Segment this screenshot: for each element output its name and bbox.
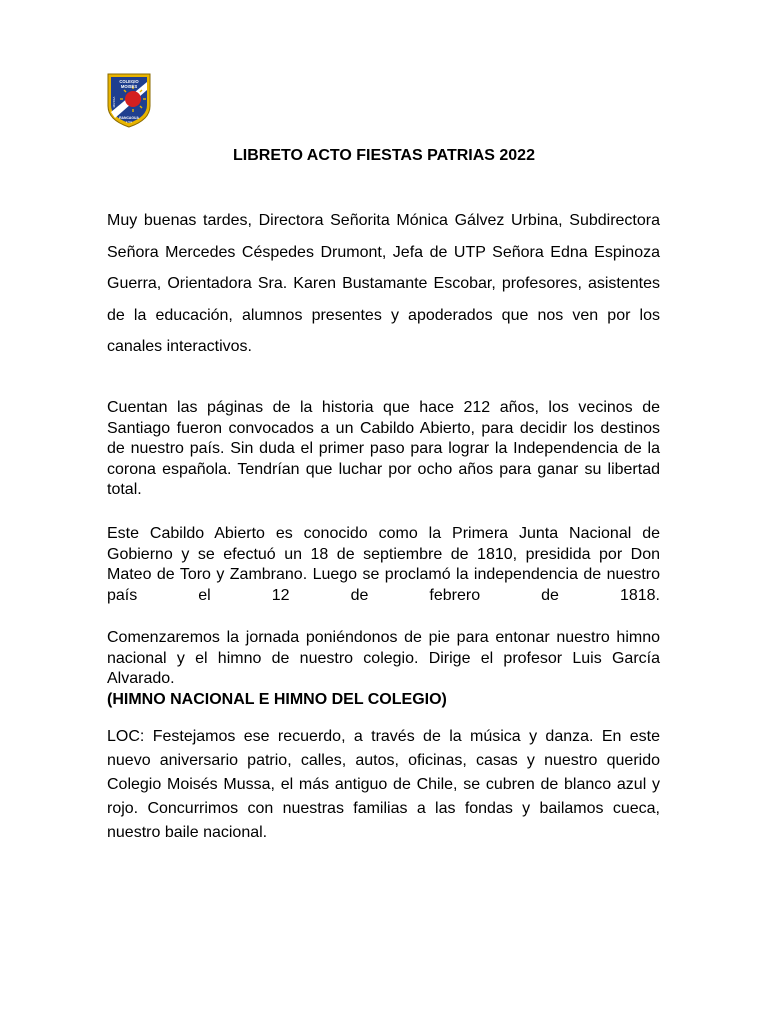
- logo-text-side: MUSSA: [112, 96, 116, 108]
- greeting-paragraph: Muy buenas tardes, Directora Señorita Mónica Gálvez Urbina, Subdirectora Señora Mercedes Céspedes Drumont, Jefa de UTP Señora Edna Espinoza Guerra, Orientadora Sra. Karen Bustamante Escobar, profesores, asistentes de la educación, alumnos presentes y apoderados que nos ven por los canales interactivos.: [107, 212, 660, 355]
- history-paragraph: Cuentan las páginas de la historia que hace 212 años, los vecinos de Santiago fueron convocados a un Cabildo Abierto, para decidir los destinos de nuestro país. Sin duda el primer paso para lograr la Independencia de la corona española. Tendrían que luchar por ocho años para ganar su libertad total.: [107, 399, 660, 498]
- document-title: LIBRETO ACTO FIESTAS PATRIAS 2022: [233, 147, 535, 164]
- anthem-intro-paragraph: Comenzaremos la jornada poniéndonos de pie para entonar nuestro himno nacional y el himno de nuestro colegio. Dirige el profesor Luis García Alvarado.: [107, 629, 660, 687]
- logo-text-mid: MOISÉS: [120, 84, 138, 89]
- logo-year: 1791: [125, 120, 133, 124]
- logo-text-top: COLEGIO: [119, 79, 139, 84]
- school-crest-logo: [106, 72, 152, 128]
- loc-paragraph: LOC: Festejamos ese recuerdo, a través de la música y danza. En este nuevo aniversario patrio, calles, autos, oficinas, casas y nuestro querido Colegio Moisés Mussa, el más antiguo de Chile, se cubren de blanco azul y rojo. Concurrimos con nuestras familias a las fondas y bailamos cueca, nuestro baile nacional.: [107, 728, 660, 841]
- logo-text-bottom: RANCAGUA: [119, 116, 139, 120]
- anthem-heading: (HIMNO NACIONAL E HIMNO DEL COLEGIO): [107, 691, 447, 708]
- cabildo-paragraph: Este Cabildo Abierto es conocido como la Primera Junta Nacional de Gobierno y se efectuó un 18 de septiembre de 1810, presidida por Don Mateo de Toro y Zambrano. Luego se proclamó la independencia de nuestro país el 12 de febrero de 1818.: [107, 525, 660, 604]
